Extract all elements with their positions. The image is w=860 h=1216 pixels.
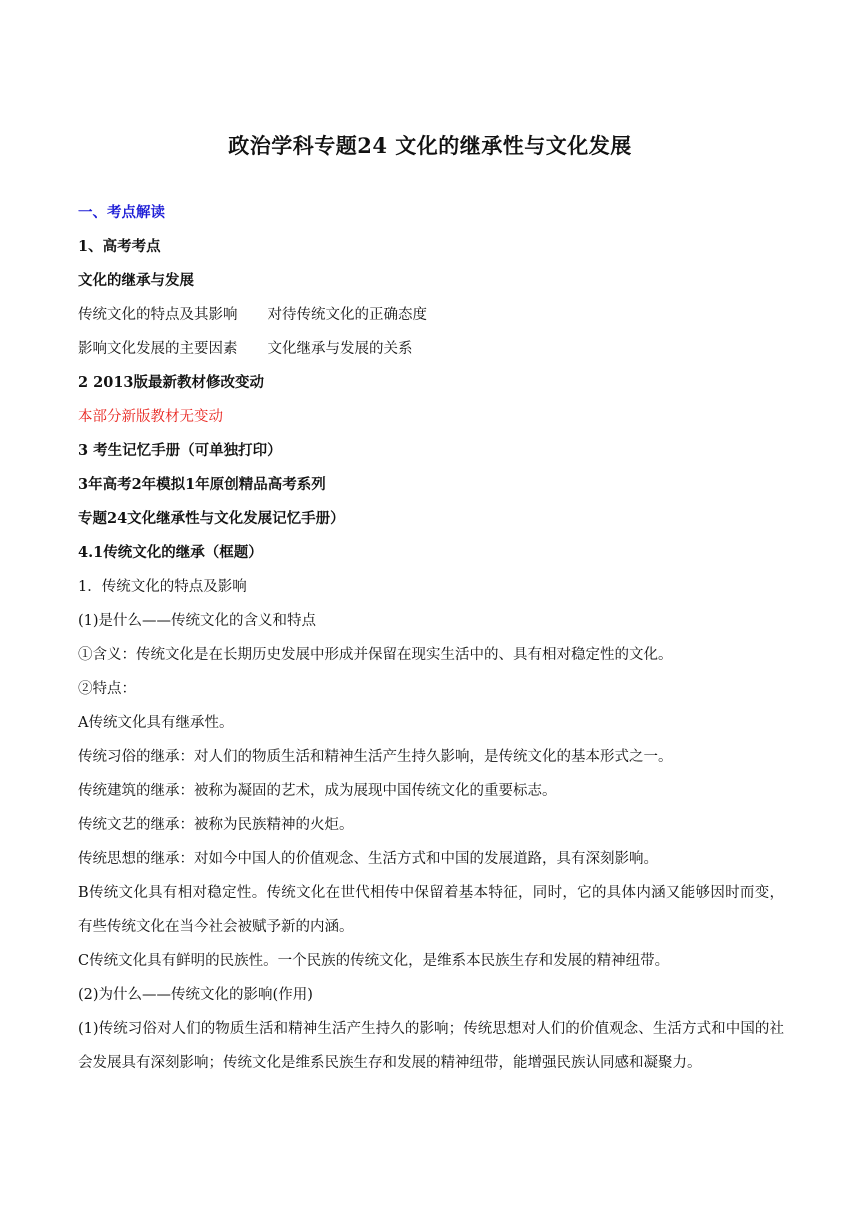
topic-correct-attitude: 对待传统文化的正确态度: [267, 307, 427, 323]
heading-inheritance-development: 文化的继承与发展: [78, 272, 194, 289]
text-line: 传统建筑的继承：被称为凝固的艺术，成为展现中国传统文化的重要标志。: [78, 783, 557, 799]
section-4-1-heading: 4.1传统文化的继承（框题）: [78, 544, 263, 561]
topic-row-1: [78, 305, 427, 325]
section-heading-key-points: 一、考点解读: [78, 204, 165, 221]
topic-traditional-features: 传统文化的特点及其影响: [78, 307, 238, 323]
paragraph-influence: (1)传统习俗对人们的物质生活和精神生活产生持久的影响；传统思想对人们的价值观念、生活方式和中国的社会发展具有深刻影响；传统文化是维系民族生存和发展的精神纽带，能增强民族认同感和凝聚力。: [78, 1021, 784, 1071]
page-title: 政治学科专题24 文化的继承性与文化发展: [228, 133, 632, 158]
paragraph-stability: B传统文化具有相对稳定性。传统文化在世代相传中保留着基本特征，同时，它的具体内涵又能够因时而变，有些传统文化在当今社会被赋予新的内涵。: [78, 885, 784, 935]
topic-relationship: 文化继承与发展的关系: [267, 341, 413, 357]
text-line: (2)为什么——传统文化的影响(作用): [78, 987, 313, 1003]
subheading-exam-points: 1、高考考点: [78, 238, 161, 255]
text-line: 1．传统文化的特点及影响: [78, 579, 247, 595]
text-line: ①含义：传统文化是在长期历史发展中形成并保留在现实生活中的、具有相对稳定性的文化。: [78, 647, 673, 663]
topic-row-2: [78, 339, 413, 359]
text-line: C传统文化具有鲜明的民族性。一个民族的传统文化，是维系本民族生存和发展的精神纽带。: [78, 953, 670, 969]
series-title: 3年高考2年模拟1年原创精品高考系列: [78, 476, 326, 493]
text-line: 传统思想的继承：对如今中国人的价值观念、生活方式和中国的发展道路，具有深刻影响。: [78, 851, 658, 867]
subheading-textbook-changes: 2 2013版最新教材修改变动: [78, 374, 264, 391]
text-line: 传统习俗的继承：对人们的物质生活和精神生活产生持久影响，是传统文化的基本形式之一。: [78, 749, 673, 765]
subheading-memory-manual: 3 考生记忆手册（可单独打印）: [78, 442, 282, 459]
topic-main-factors: 影响文化发展的主要因素: [78, 341, 238, 357]
text-line: ②特点：: [78, 681, 136, 697]
note-no-change: 本部分新版教材无变动: [78, 409, 223, 425]
text-line: (1)是什么——传统文化的含义和特点: [78, 613, 317, 629]
text-line: 传统文艺的继承：被称为民族精神的火炬。: [78, 817, 354, 833]
text-line: A传统文化具有继承性。: [78, 715, 234, 731]
manual-title: 专题24文化继承性与文化发展记忆手册）: [78, 510, 345, 527]
